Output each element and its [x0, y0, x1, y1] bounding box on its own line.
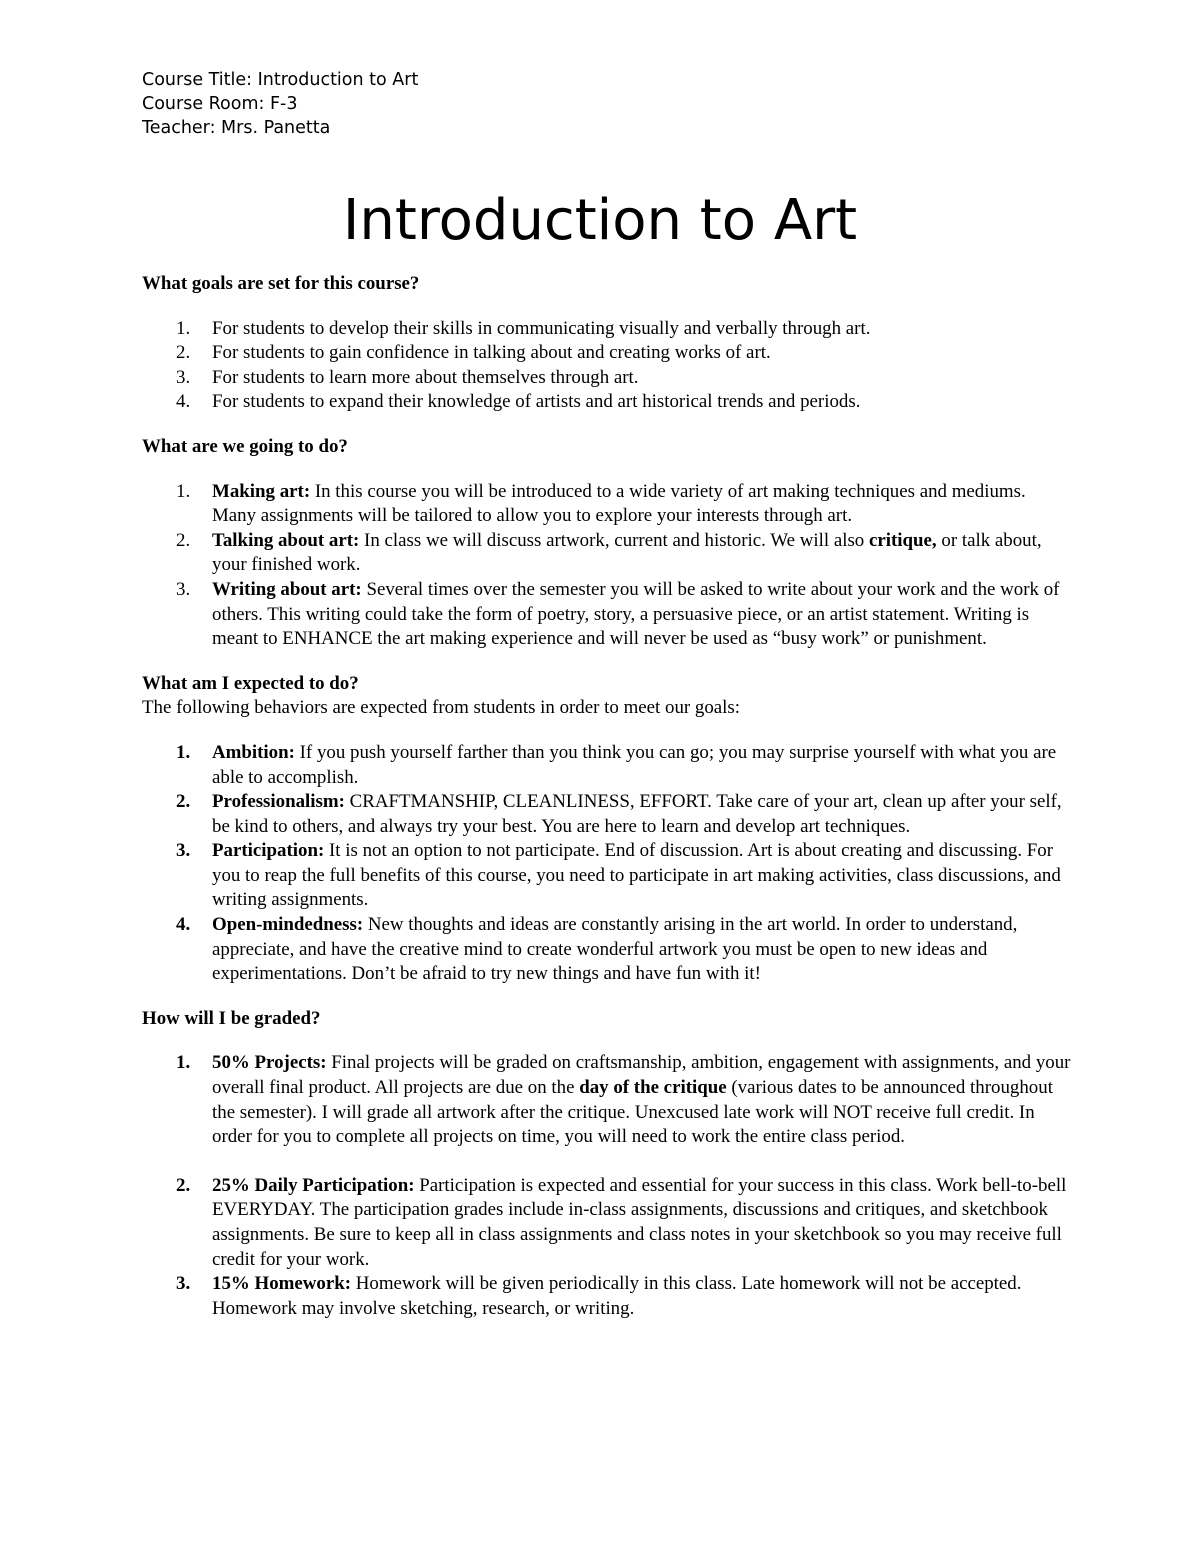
- list-item: 2. 25% Daily Participation: Participation is expected and essential for your success in this class. Work bell-to-bell EVERYDAY. The participation grades include in-class assignments, discussions and critiques, and sketchbook assignments. Be sure to keep all in class assignments and class notes in your sketchbook so you may receive full credit for your work.: [176, 1174, 1067, 1270]
- list-item: 1. Making art: In this course you will be introduced to a wide variety of art making techniques and mediums. Many assignments will be tailored to allow you to explore your interests through art.: [176, 480, 1026, 527]
- teacher-line: Teacher: Mrs. Panetta: [142, 118, 331, 138]
- list-item: 3. 15% Homework: Homework will be given periodically in this class. Late homework will not be accepted. Homework may involve sketching, research, or writing.: [176, 1273, 1022, 1319]
- list-item: 2. Professionalism: CRAFTMANSHIP, CLEANLINESS, EFFORT. Take care of your art, clean up after your self, be kind to others, and always try your best. You are here to learn and develop art techniques.: [176, 791, 1062, 837]
- expectations-intro: The following behaviors are expected from students in order to meet our goals:: [142, 697, 741, 719]
- list-item: 1. 50% Projects: Final projects will be graded on craftsmanship, ambition, engagement with assignments, and your overall final product. All projects are due on the day of the critique (various dates to be announced throughout the semester). I will grade all artwork after the critique. Unexcused late work will NOT receive full credit. In order for you to complete all projects on time, you will need to work the entire class period.: [176, 1052, 1071, 1148]
- activities-list: [142, 480, 1072, 652]
- list-item: 3. Writing about art: Several times over the semester you will be asked to write about your work and the work of others. This writing could take the form of poetry, story, a persuasive piece, or an artist statement. Writing is meant to ENHANCE the art making experience and will never be used as “busy work” or punishment.: [176, 578, 1060, 650]
- list-item: 1. For students to develop their skills in communicating visually and verbally through art.: [176, 317, 871, 339]
- page-title: Introduction to Art: [342, 188, 858, 253]
- expectations-heading: What am I expected to do?: [142, 672, 359, 694]
- list-item: 3. Participation: It is not an option to not participate. End of discussion. Art is about creating and discussing. For you to reap the full benefits of this course, you need to participate in art making activities, class discussions, and writing assignments.: [176, 840, 1061, 911]
- course-title-line: Course Title: Introduction to Art: [142, 70, 419, 90]
- goals-heading: What goals are set for this course?: [142, 273, 420, 294]
- course-room-line: Course Room: F-3: [142, 94, 298, 114]
- grading-heading: How will I be graded?: [142, 1007, 321, 1029]
- grading-list: [142, 1051, 1072, 1321]
- document-body: [142, 272, 1072, 1321]
- list-item: 2. For students to gain confidence in talking about and creating works of art.: [176, 342, 771, 364]
- list-item: 1. Ambition: If you push yourself farther than you think you can go; you may surprise yourself with what you are able to accomplish.: [176, 741, 1057, 788]
- list-item: 4. For students to expand their knowledge of artists and art historical trends and periods.: [176, 391, 861, 413]
- course-header: [142, 68, 418, 140]
- list-item: 2. Talking about art: In class we will discuss artwork, current and historic. We will also critique, or talk about, your finished work.: [176, 529, 1042, 576]
- list-item: 3. For students to learn more about themselves through art.: [176, 366, 639, 388]
- activities-heading: What are we going to do?: [142, 435, 348, 457]
- list-item: 4. Open-mindedness: New thoughts and ideas are constantly arising in the art world. In order to understand, appreciate, and have the creative mind to create wonderful artwork you must be open to new ideas and experimentations. Don’t be afraid to try new things and have fun with it!: [176, 914, 1018, 985]
- goals-list: [142, 317, 1072, 415]
- expectations-list: [142, 741, 1072, 987]
